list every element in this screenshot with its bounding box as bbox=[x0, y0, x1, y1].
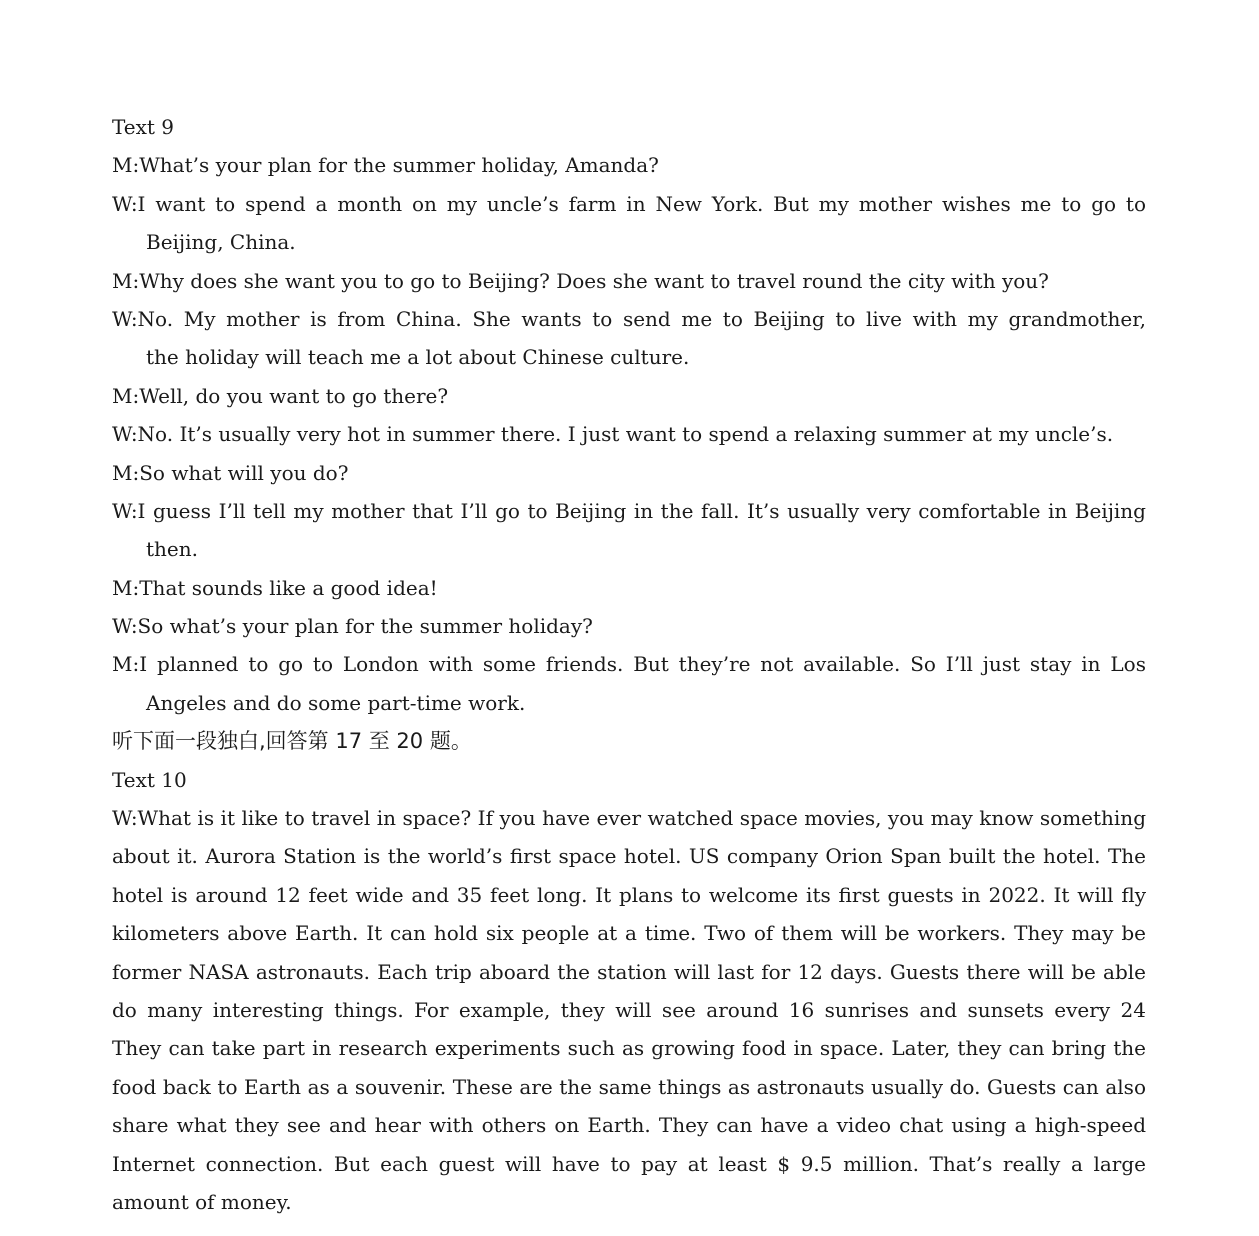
monologue-line: W:What is it like to travel in space? If you have ever watched space movies, you may know something bbox=[112, 806, 1146, 831]
text10-title: Text 10 bbox=[112, 767, 187, 792]
dialogue-line: W:I guess I’ll tell my mother that I’ll go to Beijing in the fall. It’s usually very comfortable in Beijing bbox=[112, 498, 1146, 523]
dialogue-line: W:I want to spend a month on my uncle’s farm in New York. But my mother wishes me to go to bbox=[112, 191, 1146, 216]
dialogue-line: W:So what’s your plan for the summer holiday? bbox=[112, 614, 593, 639]
monologue-line: Internet connection. But each guest will have to pay at least $ 9.5 million. That’s really a large bbox=[112, 1151, 1146, 1176]
monologue-line: share what they see and hear with others on Earth. They can have a video chat using a high-speed bbox=[112, 1113, 1146, 1138]
dialogue-line-continued: the holiday will teach me a lot about Chinese culture. bbox=[146, 345, 690, 370]
dialogue-line: M:What’s your plan for the summer holiday, Amanda? bbox=[112, 153, 659, 178]
dialogue-line: W:No. My mother is from China. She wants to send me to Beijing to live with my grandmother, bbox=[112, 306, 1146, 331]
monologue-line: do many interesting things. For example, they will see around 16 sunrises and sunsets every 24 bbox=[112, 997, 1146, 1022]
text9-title: Text 9 bbox=[112, 115, 175, 139]
monologue-line: former NASA astronauts. Each trip aboard the station will last for 12 days. Guests there will be able bbox=[112, 959, 1146, 984]
dialogue-line: M:Well, do you want to go there? bbox=[112, 383, 449, 408]
dialogue-line-continued: Beijing, China. bbox=[146, 230, 296, 255]
dialogue-line: M:Why does she want you to go to Beijing? Does she want to travel round the city with you? bbox=[112, 268, 1049, 293]
monologue-line: hotel is around 12 feet wide and 35 feet long. It plans to welcome its first guests in 2022. It will fly bbox=[112, 882, 1146, 907]
dialogue-line: M:So what will you do? bbox=[112, 460, 349, 485]
dialogue-line-continued: Angeles and do some part-time work. bbox=[146, 690, 526, 715]
monologue-line: They can take part in research experiments such as growing food in space. Later, they can bring the bbox=[112, 1036, 1146, 1061]
monologue-line: amount of money. bbox=[112, 1189, 292, 1214]
monologue-line: about it. Aurora Station is the world’s first space hotel. US company Orion Span built the hotel. The bbox=[112, 844, 1146, 869]
document-page bbox=[112, 108, 1146, 1221]
dialogue-line-continued: then. bbox=[146, 537, 198, 562]
monologue-line: food back to Earth as a souvenir. These are the same things as astronauts usually do. Guests can also bbox=[112, 1074, 1146, 1099]
dialogue-line: M:I planned to go to London with some friends. But they’re not available. So I’ll just stay in Los bbox=[112, 652, 1146, 677]
dialogue-line: M:That sounds like a good idea! bbox=[112, 575, 438, 600]
monologue-line: kilometers above Earth. It can hold six people at a time. Two of them will be workers. They may be bbox=[112, 921, 1146, 946]
dialogue-line: W:No. It’s usually very hot in summer there. I just want to spend a relaxing summer at my uncle’s. bbox=[112, 422, 1114, 447]
section-instruction: 听下面一段独白,回答第 17 至 20 题。 bbox=[112, 729, 472, 754]
